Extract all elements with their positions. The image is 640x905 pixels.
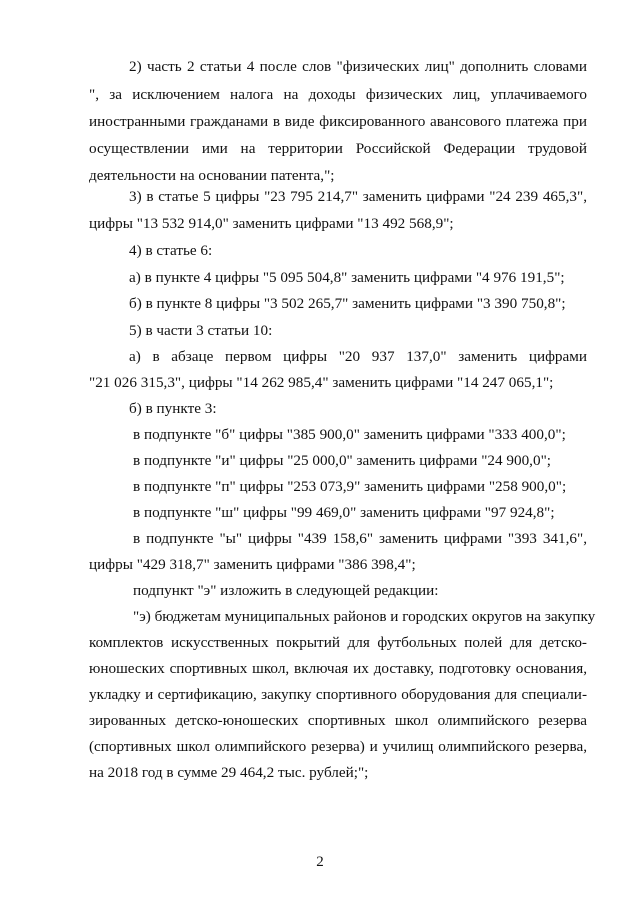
text-line: 4) в статье 6: [129,242,213,259]
text-line: подпункт "э" изложить в следующей редакции: [133,582,439,599]
text-line: ", за исключением налога на доходы физических лиц, уплачиваемого [89,86,587,103]
text-line: "э) бюджетам муниципальных районов и городских округов на закупку [133,608,596,625]
text-line: иностранными гражданами в виде фиксированного авансового платежа при [89,113,587,130]
text-line: в подпункте "и" цифры "25 000,0" заменить цифрами "24 900,0"; [133,452,551,469]
text-line: 5) в части 3 статьи 10: [129,322,273,339]
text-line: а) в абзаце первом цифры "20 937 137,0" заменить цифрами [129,348,587,365]
text-line: в подпункте "п" цифры "253 073,9" заменить цифрами "258 900,0"; [133,478,567,495]
text-line: деятельности на основании патента,"; [89,167,335,184]
text-line: "21 026 315,3", цифры "14 262 985,4" заменить цифрами "14 247 065,1"; [89,374,554,391]
text-line: 2) часть 2 статьи 4 после слов "физических лиц" дополнить словами [129,58,587,75]
text-line: зированных детско-юношеских спортивных школ олимпийского резерва [89,712,587,729]
text-line: (спортивных школ олимпийского резерва) и училищ олимпийского резерва, [89,738,587,755]
text-line: осуществлении ими на территории Российской Федерации трудовой [89,140,587,157]
text-line: а) в пункте 4 цифры "5 095 504,8" заменить цифрами "4 976 191,5"; [129,269,565,286]
text-line: на 2018 год в сумме 29 464,2 тыс. рублей;"; [89,764,369,781]
text-line: в подпункте "б" цифры "385 900,0" заменить цифрами "333 400,0"; [133,426,566,443]
text-line: юношеских спортивных школ, включая их доставку, подготовку основания, [89,660,587,677]
text-line: комплектов искусственных покрытий для футбольных полей для детско- [89,634,587,651]
text-line: в подпункте "ы" цифры "439 158,6" заменить цифрами "393 341,6", [133,530,587,547]
text-line: б) в пункте 3: [129,400,217,417]
text-line: цифры "429 318,7" заменить цифрами "386 398,4"; [89,556,416,573]
text-line: цифры "13 532 914,0" заменить цифрами "13 492 568,9"; [89,215,454,232]
page-number: 2 [316,854,324,870]
text-line: б) в пункте 8 цифры "3 502 265,7" заменить цифрами "3 390 750,8"; [129,295,566,312]
text-line: укладку и сертификацию, закупку спортивного оборудования для специали- [89,686,587,703]
text-line: 3) в статье 5 цифры "23 795 214,7" заменить цифрами "24 239 465,3", [129,188,587,205]
text-line: в подпункте "ш" цифры "99 469,0" заменить цифрами "97 924,8"; [133,504,555,521]
